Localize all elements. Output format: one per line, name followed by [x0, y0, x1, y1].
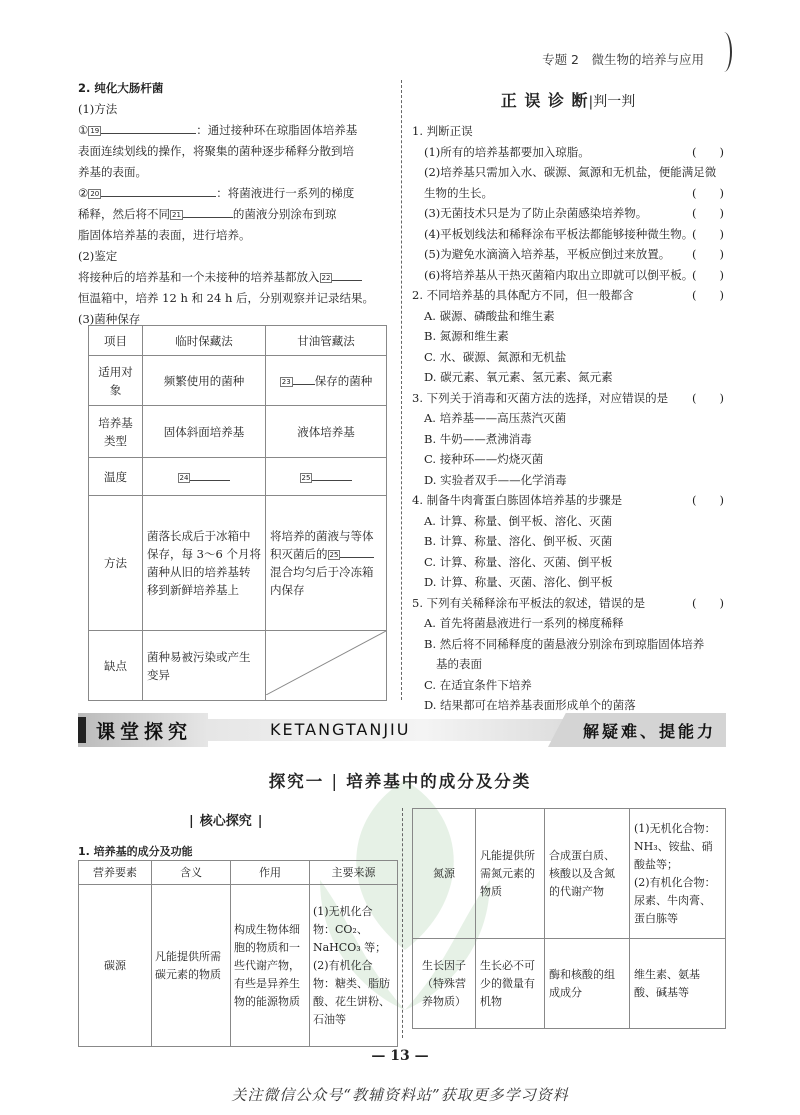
option: B. 氮源和维生素	[424, 329, 509, 343]
method2-line2: 稀释，然后将不同 21 的菌液分别涂布到琼	[78, 207, 337, 221]
banner-pinyin: KETANGTANJIU	[270, 720, 411, 739]
table-header: 主要来源	[310, 861, 398, 885]
question-4: 4. 制备牛肉膏蛋白胨固体培养基的步骤是 ( )	[412, 493, 724, 507]
method2-line3: 脂固体培养基的表面，进行培养。	[78, 228, 251, 242]
judge-item: (4)平板划线法和稀释涂布平板法都能够接种微生物。 ( )	[424, 226, 724, 241]
footer-note: 关注微信公众号“教辅资料站”获取更多学习资料	[231, 1086, 569, 1104]
table-header: 作用	[231, 861, 310, 885]
option: D. 结果都可在培养基表面形成单个的菌落	[424, 698, 636, 712]
question-2: 2. 不同培养基的具体配方不同，但一般都含 ( )	[412, 288, 724, 302]
banner-title: 课堂探究	[96, 721, 193, 743]
ident-label: (2)鉴定	[78, 249, 118, 263]
storage-table	[88, 325, 387, 701]
running-header: 专题 2 微生物的培养与应用	[542, 52, 704, 67]
table-row: 适用对象 频繁使用的菌种 23 保存的菌种	[89, 356, 387, 406]
table-row: 缺点 菌种易被污染或产生变异	[89, 631, 387, 701]
option: A. 碳源、磷酸盐和维生素	[424, 308, 555, 323]
header-curve-icon	[716, 32, 732, 72]
question-5: 5. 下列有关稀释涂布平板法的叙述，错误的是 ( )	[412, 595, 724, 610]
section-title: 2. 纯化大肠杆菌	[78, 81, 164, 95]
method1-line3: 养基的表面。	[78, 165, 147, 179]
bottom-divider	[402, 808, 403, 1038]
method1-line2: 表面连续划线的操作，将聚集的菌种逐步稀释分散到培	[78, 144, 354, 158]
option: C. 在适宜条件下培养	[424, 677, 532, 692]
option: C. 水、碳源、氮源和无机盐	[424, 349, 567, 364]
nutrient-table-right	[412, 808, 726, 1029]
table-header: 临时保藏法	[143, 326, 266, 356]
option: C. 接种环——灼烧灭菌	[424, 452, 544, 466]
option: B. 牛奶——煮沸消毒	[424, 431, 532, 446]
table-header: 甘油管藏法	[266, 326, 387, 356]
option: 基的表面	[436, 657, 482, 671]
table-row: 温度 24 25	[89, 458, 387, 496]
method-label: (1)方法	[78, 102, 118, 116]
question-3: 3. 下列关于消毒和灭菌方法的选择，对应错误的是 ( )	[412, 390, 724, 405]
option: A. 培养基——高压蒸汽灭菌	[424, 411, 567, 425]
judge-item: (3)无菌技术只是为了防止杂菌感染培养物。 ( )	[424, 206, 724, 220]
diagnosis-title: 正 误 诊 断|判一判	[500, 91, 636, 110]
option: B. 然后将不同稀释度的菌悬液分别涂布到琼脂固体培养	[424, 636, 705, 651]
option: C. 计算、称量、溶化、灭菌、倒平板	[424, 554, 613, 569]
judge-item: (1)所有的培养基都要加入琼脂。 ( )	[424, 144, 724, 159]
table-row: 氮源 凡能提供所需氮元素的物质 合成蛋白质、核酸以及含氮的代谢产物 (1)无机化合物：NH₃、铵盐、硝酸盐等； (2)有机化合物：尿素、牛肉膏、蛋白胨等	[413, 809, 726, 939]
table-row: 生长因子（特殊营养物质） 生长必不可少的微量有机物 酶和核酸的组成成分 维生素、氨基酸、碱基等	[413, 939, 726, 1029]
method2-line1: ② 20 ：将菌液进行一系列的梯度	[78, 186, 355, 200]
ident-line1: 将接种后的培养基和一个未接种的培养基都放入 22	[78, 267, 393, 288]
table-header: 营养要素	[79, 861, 152, 885]
table-row: 碳源 凡能提供所需碳元素的物质 构成生物体细胞的物质和一些代谢产物，有些是异养生物的能源物质 (1)无机化合物：CO₂、NaHCO₃ 等； (2)有机化合物：糖类、脂肪酸、花生饼粉、石油等	[79, 885, 398, 1047]
judge-item: (5)为避免水滴滴入培养基，平板应倒过来放置。 ( )	[424, 247, 724, 261]
question-1: 1. 判断正误	[412, 124, 473, 138]
option: D. 实验者双手——化学消毒	[424, 472, 567, 487]
right-column	[412, 88, 724, 716]
banner-slogan: 解疑难、提能力	[583, 722, 717, 741]
judge-item: (6)将培养基从干热灭菌箱内取出立即就可以倒平板。 ( )	[424, 267, 724, 282]
left-column	[78, 78, 393, 330]
section-banner	[78, 713, 726, 747]
page-number: — 13 —	[371, 1048, 429, 1064]
option: A. 首先将菌悬液进行一系列的梯度稀释	[424, 616, 624, 630]
save-label: (3)菌种保存	[78, 312, 141, 326]
nutrient-table-left	[78, 860, 398, 1047]
ident-line2: 恒温箱中，培养 12 h 和 24 h 后，分别观察并记录结果。	[78, 291, 375, 305]
option: D. 计算、称量、灭菌、溶化、倒平板	[424, 575, 613, 589]
option: D. 碳元素、氧元素、氢元素、氮元素	[424, 370, 613, 384]
core-explore-label: | 核心探究 |	[189, 814, 263, 829]
judge-item: 生物的生长。 ( )	[424, 185, 724, 200]
option: B. 计算、称量、溶化、倒平板、灭菌	[424, 534, 613, 548]
table-header: 项目	[89, 326, 143, 356]
table-row: 方法 菌落长成后于冰箱中保存，每 3～6 个月将菌种从旧的培养基转移到新鲜培养基上 将培养的菌液与等体积灭菌后的 25 混合均匀后于冷冻箱内保存	[89, 496, 387, 631]
diagonal-line	[266, 631, 386, 695]
method1-line1: ① 19 ：通过接种环在琼脂固体培养基	[78, 123, 358, 137]
column-divider	[401, 80, 402, 700]
subsection-title: 1. 培养基的成分及功能	[78, 845, 193, 858]
judge-item: (2)培养基只需加入水、碳源、氮源和无机盐，便能满足微	[424, 165, 717, 179]
explore-title: 探究一 | 培养基中的成分及分类	[268, 772, 532, 791]
option: A. 计算、称量、倒平板、溶化、灭菌	[424, 513, 613, 528]
table-row: 培养基类型 固体斜面培养基 液体培养基	[89, 406, 387, 458]
table-header: 含义	[152, 861, 231, 885]
